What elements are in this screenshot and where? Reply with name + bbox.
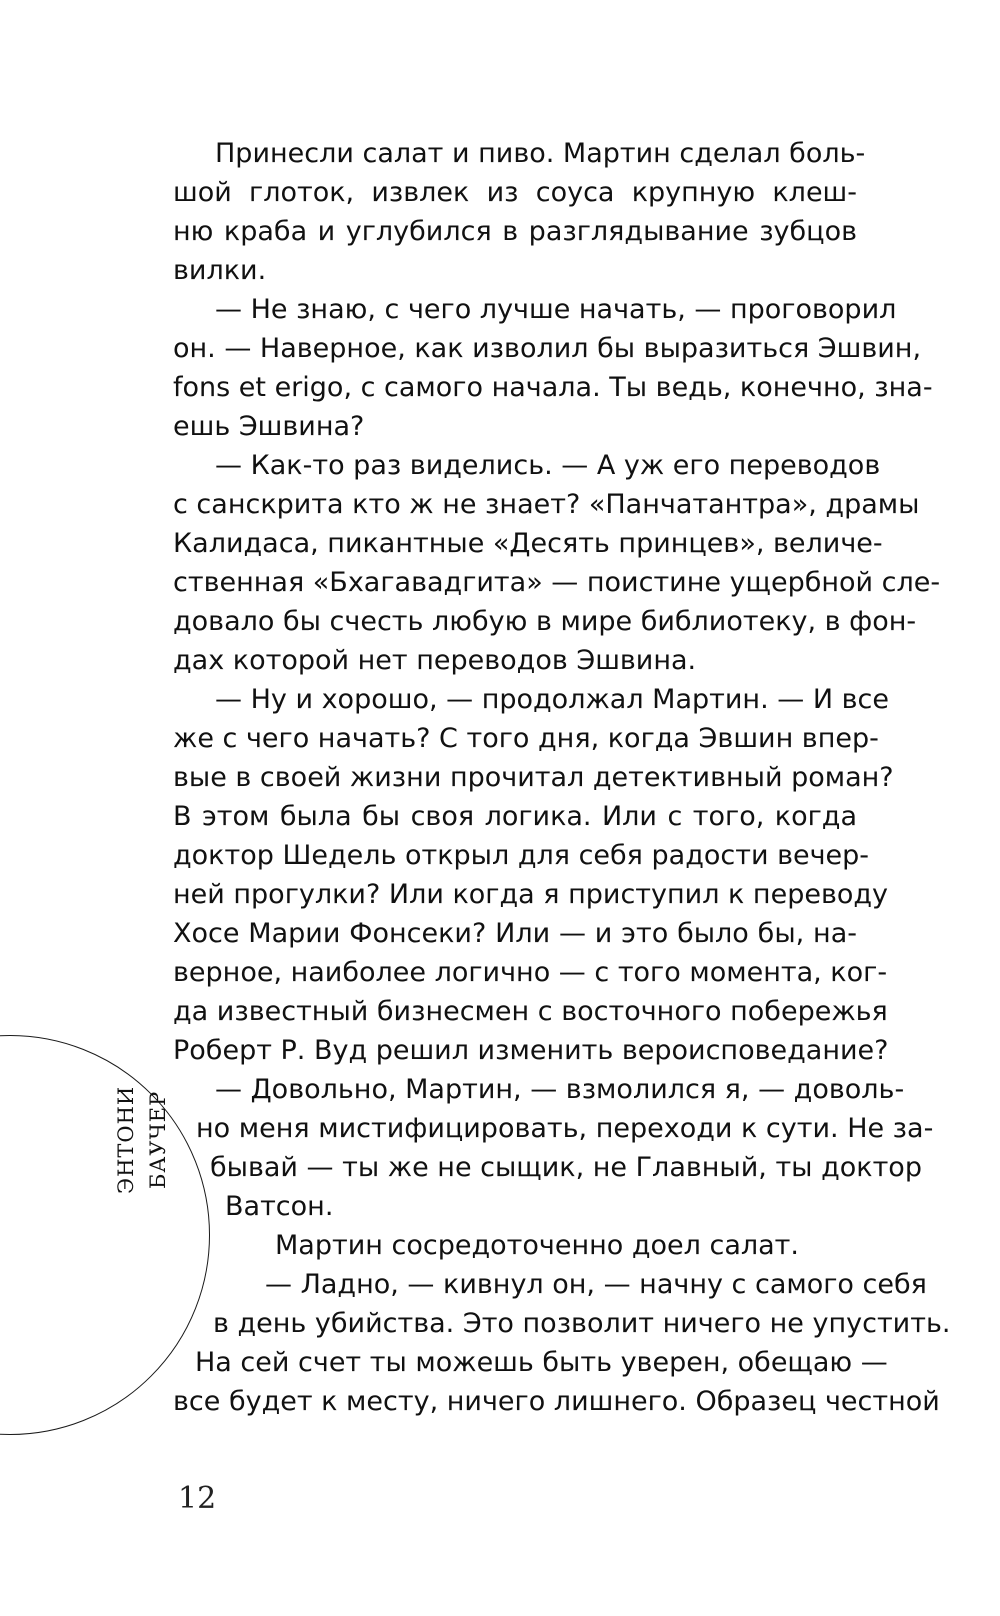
text-line: с санскрита кто ж не знает? «Панчатантра», драмы <box>173 489 920 520</box>
text-line: Принесли салат и пиво. Мартин сделал боль- <box>215 138 866 169</box>
text-line: ню краба и углубился в разглядывание зубцов <box>173 216 857 247</box>
text-line: же с чего начать? С того дня, когда Эвшин впер- <box>173 723 879 754</box>
text-line: — Ладно, — кивнул он, — начну с самого себя <box>265 1269 927 1300</box>
text-line: Роберт Р. Вуд решил изменить вероисповедание? <box>173 1035 889 1066</box>
text-line: дах которой нет переводов Эшвина. <box>173 645 697 676</box>
text-line: В этом была бы своя логика. Или с того, когда <box>173 801 857 832</box>
text-line: да известный бизнесмен с восточного побережья <box>173 996 888 1027</box>
text-line: в день убийства. Это позволит ничего не упустить. <box>213 1308 951 1339</box>
text-line: ней прогулки? Или когда я приступил к переводу <box>173 879 889 910</box>
text-line: бывай — ты же не сыщик, не Главный, ты доктор <box>210 1152 922 1183</box>
text-line: но меня мистифицировать, переходи к сути. Не за- <box>196 1113 934 1144</box>
text-line: шой глоток, извлек из соуса крупную клеш- <box>173 177 857 208</box>
text-line: он. — Наверное, как изволил бы выразиться Эшвин, <box>173 333 922 364</box>
text-line: — Довольно, Мартин, — взмолился я, — доволь- <box>215 1074 905 1105</box>
text-line: верное, наиболее логично — с того момента, ког- <box>173 957 888 988</box>
text-line: все будет к месту, ничего лишнего. Образец честной <box>173 1386 940 1417</box>
text-line: Калидаса, пикантные «Десять принцев», величе- <box>173 528 883 559</box>
text-line: вые в своей жизни прочитал детективный роман? <box>173 762 894 793</box>
text-line: доктор Шедель открыл для себя радости вечер- <box>173 840 870 871</box>
text-line: довало бы счесть любую в мире библиотеку, в фон- <box>173 606 917 637</box>
page-number: 12 <box>178 1481 217 1516</box>
text-line: вилки. <box>173 255 267 286</box>
text-line: — Ну и хорошо, — продолжал Мартин. — И все <box>215 684 889 715</box>
text-line: Ватсон. <box>225 1191 334 1222</box>
text-line: ственная «Бхагавадгита» — поистине ущербной сле- <box>173 567 941 598</box>
text-line: Хосе Марии Фонсеки? Или — и это было бы, на- <box>173 918 857 949</box>
author-first-name: ЭНТОНИ <box>114 1085 138 1195</box>
text-line: На сей счет ты можешь быть уверен, обещаю — <box>195 1347 888 1378</box>
text-line: — Как-то раз виделись. — А уж его переводов <box>215 450 881 481</box>
text-line: ешь Эшвина? <box>173 411 365 442</box>
text-line: — Не знаю, с чего лучше начать, — проговорил <box>215 294 897 325</box>
author-last-name: БАУЧЕР <box>146 1090 170 1190</box>
text-line: fons et erigo, с самого начала. Ты ведь, конечно, зна- <box>173 372 933 403</box>
text-line: Мартин сосредоточенно доел салат. <box>275 1230 799 1261</box>
